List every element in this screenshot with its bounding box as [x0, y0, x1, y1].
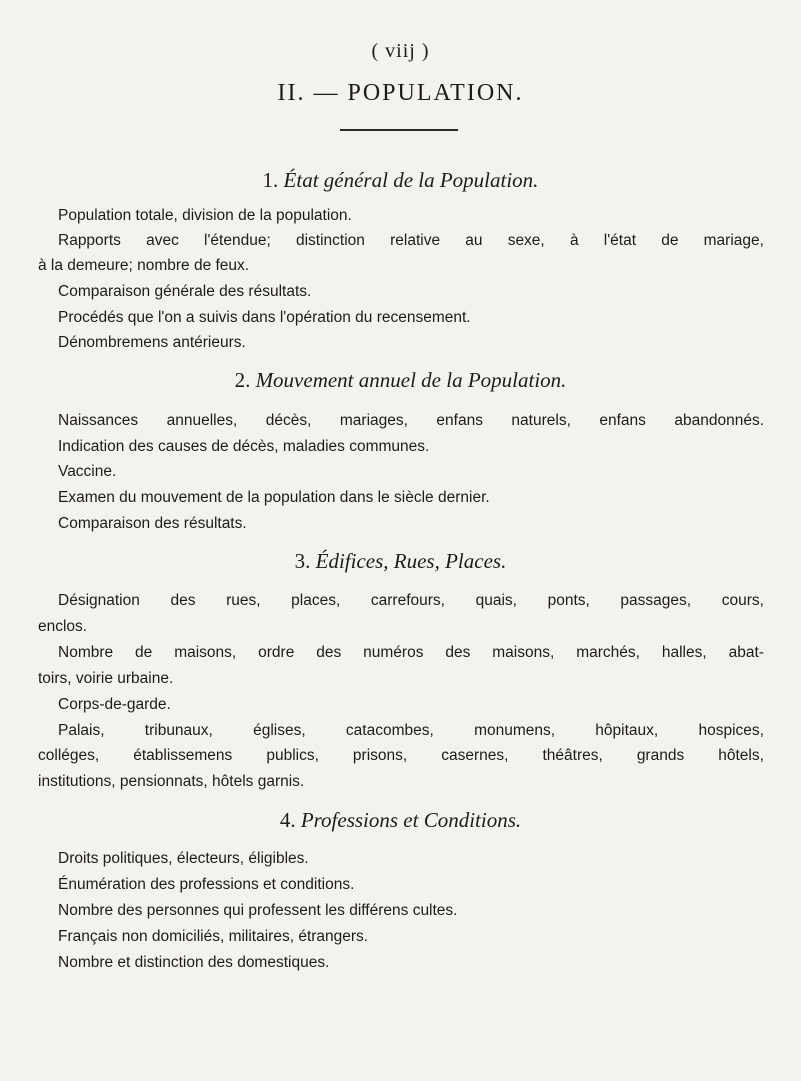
text-line: Français non domiciliés, militaires, étrangers.: [58, 928, 369, 945]
word: halles,: [661, 644, 707, 661]
section-number: 1.: [262, 168, 279, 192]
word: hôtels,: [718, 747, 764, 764]
word: places,: [291, 592, 341, 609]
text-line: Procédés que l'on a suivis dans l'opération du recensement.: [58, 309, 471, 326]
word: naturels,: [511, 412, 571, 429]
text-line: institutions, pensionnats, hôtels garnis.: [38, 773, 305, 790]
word: Palais,: [58, 722, 105, 739]
word: hôpitaux,: [595, 722, 659, 739]
text-line: Nombre et distinction des domestiques.: [58, 954, 330, 971]
word: enfans: [436, 412, 483, 429]
text-line: à la demeure; nombre de feux.: [38, 257, 250, 274]
word: publics,: [266, 747, 319, 764]
word: carrefours,: [370, 592, 445, 609]
text-line: Nombre des personnes qui professent les différens cultes.: [58, 902, 458, 919]
word: églises,: [253, 722, 306, 739]
word: tribunaux,: [144, 722, 213, 739]
word: enfans: [599, 412, 646, 429]
section-number: 2.: [234, 368, 251, 392]
word: annuelles,: [166, 412, 238, 429]
word: des: [170, 592, 196, 609]
word: monumens,: [474, 722, 556, 739]
text-line-justified: [58, 593, 764, 609]
section-title: Mouvement annuel de la Population.: [255, 368, 567, 392]
word: des: [316, 644, 342, 661]
word: colléges,: [38, 747, 100, 764]
text-line: toirs, voirie urbaine.: [38, 670, 174, 687]
text-line: Comparaison générale des résultats.: [58, 283, 312, 300]
word: Nombre: [58, 644, 114, 661]
word: établissemens: [133, 747, 233, 764]
word: Désignation: [58, 592, 140, 609]
word: maisons,: [174, 644, 237, 661]
text-line-justified: [58, 723, 764, 739]
word: de: [135, 644, 153, 661]
word: ordre: [258, 644, 295, 661]
word: théâtres,: [542, 747, 603, 764]
word: maisons,: [492, 644, 555, 661]
word: Naissances: [58, 412, 139, 429]
section-title: Professions et Conditions.: [300, 808, 522, 832]
text-line: Population totale, division de la population.: [58, 207, 352, 224]
word: au: [465, 232, 483, 249]
text-line: Dénombremens antérieurs.: [58, 334, 246, 351]
word: avec: [146, 232, 179, 249]
word: passages,: [620, 592, 692, 609]
text-line: Droits politiques, électeurs, éligibles.: [58, 850, 309, 867]
word: hospices,: [698, 722, 764, 739]
section-number: 4.: [279, 808, 296, 832]
word: l'étendue;: [204, 232, 271, 249]
word: numéros: [363, 644, 424, 661]
text-line: Énumération des professions et conditions.: [58, 876, 355, 893]
text-line-justified: [58, 413, 764, 429]
word: abat-: [728, 644, 764, 661]
text-line-justified: [38, 748, 764, 764]
text-line: Indication des causes de décès, maladies communes.: [58, 438, 430, 455]
section-3-heading: [0, 549, 801, 574]
section-2-heading: [0, 368, 801, 393]
word: distinction: [295, 232, 365, 249]
section-title: État général de la Population.: [283, 168, 539, 192]
word: sexe,: [507, 232, 545, 249]
word: décès,: [265, 412, 312, 429]
word: mariage,: [703, 232, 764, 249]
section-title: Édifices, Rues, Places.: [315, 549, 507, 573]
text-line: Examen du mouvement de la population dans le siècle dernier.: [58, 489, 490, 506]
section-4-heading: [0, 808, 801, 833]
word: quais,: [475, 592, 517, 609]
text-line: enclos.: [38, 618, 88, 635]
text-line-justified: [58, 233, 764, 249]
word: rues,: [226, 592, 261, 609]
word: relative: [390, 232, 441, 249]
word: grands: [636, 747, 685, 764]
word: abandonnés.: [674, 412, 764, 429]
word: Rapports: [58, 232, 121, 249]
text-line-justified: [58, 645, 764, 661]
section-1-heading: [0, 168, 801, 193]
word: prisons,: [352, 747, 408, 764]
word: l'état: [603, 232, 637, 249]
word: ponts,: [547, 592, 590, 609]
word: mariages,: [339, 412, 408, 429]
section-number: 3.: [294, 549, 311, 573]
word: de: [661, 232, 679, 249]
word: catacombes,: [345, 722, 434, 739]
chapter-title: II. — POPULATION.: [277, 80, 524, 106]
text-line: Vaccine.: [58, 463, 117, 480]
title-rule: [340, 129, 458, 131]
text-line: Corps-de-garde.: [58, 696, 171, 713]
word: des: [445, 644, 471, 661]
text-line: Comparaison des résultats.: [58, 515, 247, 532]
word: marchés,: [576, 644, 640, 661]
word: à: [569, 232, 579, 249]
word: cours,: [721, 592, 764, 609]
word: casernes,: [441, 747, 509, 764]
page-number: ( viij ): [371, 40, 430, 62]
